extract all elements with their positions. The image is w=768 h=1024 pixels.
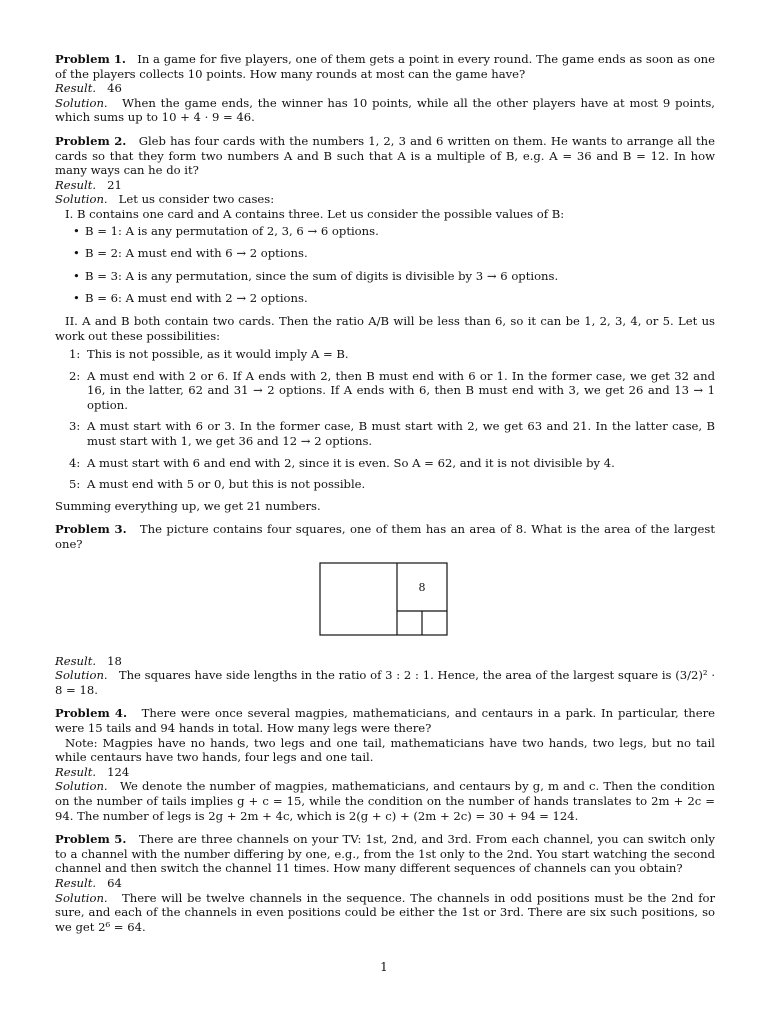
- problem-1-statement: [55, 52, 715, 81]
- problem-2-case-1: I. B contains one card and A contains three. Let us consider the possible values of B:: [65, 206, 565, 221]
- result-value: 18: [107, 653, 122, 668]
- problem-1-solution: [55, 96, 715, 125]
- problem-4-solution: [55, 779, 715, 823]
- document-page: [55, 52, 715, 934]
- ratio-case-list: [55, 347, 715, 492]
- result-label: Result.: [55, 875, 97, 890]
- problem-1-result: [55, 81, 715, 96]
- solution-text: There will be twelve channels in the sequence. The channels in odd positions must be the 2nd for sure, and each of the channels in even positions could be either the 1st or 3rd. There are six such positions, so we get 2⁶ = 64.: [55, 890, 716, 934]
- list-item: [55, 477, 715, 492]
- large-square-outline: [320, 563, 447, 635]
- problem-3-title: Problem 3.: [55, 522, 127, 537]
- problem-3-solution: [55, 668, 715, 697]
- case-1-bullet-list: [55, 224, 715, 306]
- problem-4-result: [55, 765, 715, 780]
- problem-4-note: Note: Magpies have no hands, two legs and one tail, mathematicians have two hands, two legs, but no tail while centaurs have two hands, four legs and one tail.: [55, 735, 715, 765]
- page-number: 1: [380, 960, 388, 974]
- problem-4-title: Problem 4.: [55, 706, 128, 721]
- list-item: • B = 1: A is any permutation of 2, 3, 6 → 6 options.: [55, 224, 715, 239]
- solution-label: Solution.: [55, 890, 108, 905]
- solution-text: When the game ends, the winner has 10 points, while all the other players have at most 9 points, which sums up to 10 + 4 · 9 = 46.: [55, 95, 715, 125]
- solution-label: Solution.: [55, 668, 108, 683]
- list-item-text: A must end with 5 or 0, but this is not possible.: [87, 477, 366, 492]
- problem-2-summary: Summing everything up, we get 21 numbers.: [55, 498, 321, 513]
- problem-3-text: The picture contains four squares, one of them has an area of 8. What is the area of the largest one?: [55, 522, 715, 552]
- problem-4-statement: [55, 706, 715, 735]
- problem-3-result: [55, 654, 715, 669]
- problem-5-statement: [55, 832, 715, 876]
- problem-1-text: In a game for five players, one of them gets a point in every round. The game ends as soon as one of the players collects 10 points. How many rounds at most can the game have?: [55, 52, 716, 81]
- result-value: 21: [107, 177, 122, 192]
- problem-2-title: Problem 2.: [55, 133, 127, 148]
- result-value: 46: [107, 81, 122, 96]
- problem-3-statement: [55, 522, 715, 551]
- problem-5-text: There are three channels on your TV: 1st, 2nd, and 3rd. From each channel, you can switch only to a channel with the number differing by one, e.g., from the 1st only to the 2nd. You start watching the second channel and then switch the channel 11 times. How many different sequences of channels can you obtain?: [55, 832, 715, 876]
- list-item-text: A must start with 6 or 3. In the former case, B must start with 2, we get 63 and 21. In the latter case, B must start with 1, we get 36 and 12 → 2 options.: [87, 419, 715, 449]
- list-item-number: 3:: [69, 419, 81, 434]
- list-item: • B = 3: A is any permutation, since the sum of digits is divisible by 3 → 6 options.: [55, 269, 715, 284]
- list-item-number: 2:: [69, 368, 81, 383]
- solution-label: Solution.: [55, 95, 108, 110]
- squares-diagram: [319, 562, 449, 636]
- result-label: Result.: [55, 764, 97, 779]
- result-value: 64: [107, 875, 122, 890]
- problem-2-statement: [55, 134, 715, 178]
- list-item: [55, 456, 715, 471]
- result-label: Result.: [55, 653, 97, 668]
- list-item: • B = 2: A must end with 6 → 2 options.: [55, 246, 715, 261]
- solution-text: Let us consider two cases:: [118, 192, 275, 207]
- solution-text: The squares have side lengths in the ratio of 3 : 2 : 1. Hence, the area of the largest square is (3/2)² · 8 = 18.: [55, 668, 716, 697]
- list-item: • B = 6: A must end with 2 → 2 options.: [55, 291, 715, 306]
- list-item-text: This is not possible, as it would imply A = B.: [87, 347, 349, 362]
- squares-figure: [55, 558, 715, 650]
- problem-1-title: Problem 1.: [55, 52, 126, 66]
- list-item: [55, 369, 715, 413]
- solution-label: Solution.: [55, 779, 108, 794]
- problem-5-result: [55, 876, 715, 891]
- problem-2-case-2: II. A and B both contain two cards. Then the ratio A/B will be less than 6, so it can be 1, 2, 3, 4, or 5. Let us work out these possibilities:: [55, 313, 715, 343]
- problem-2-text: Gleb has four cards with the numbers 1, 2, 3 and 6 written on them. He wants to arrange all the cards so that they form two numbers A and B such that A is a multiple of B, e.g. A = 36 and B = 12. In how many ways can he do it?: [55, 133, 715, 178]
- result-label: Result.: [55, 177, 97, 192]
- problem-5-solution: [55, 891, 715, 935]
- list-item-text: A must end with 2 or 6. If A ends with 2, then B must end with 6 or 1. In the former case, we get 32 and 16, in the latter, 62 and 31 → 2 options. If A ends with 6, then B must end with 3, we get 26 and 13 → 1 option.: [87, 368, 715, 412]
- problem-4-text: There were once several magpies, mathematicians, and centaurs in a park. In particular, there were 15 tails and 94 hands in total. How many legs were there?: [55, 706, 715, 735]
- solution-text: We denote the number of magpies, mathematicians, and centaurs by g, m and c. Then the condition on the number of tails implies g + c = 15, while the condition on the number of hands translates to 2m + 2c = 94. The number of legs is 2g + 2m + 4c, which is 2(g + c) + (2m + 2c) = 30 + 94 = 124.: [55, 779, 715, 823]
- list-item: [55, 347, 715, 362]
- solution-label: Solution.: [55, 192, 108, 207]
- list-item-number: 1:: [69, 347, 81, 362]
- list-item-number: 4:: [69, 455, 81, 470]
- list-item-number: 5:: [69, 477, 81, 492]
- problem-2-result: [55, 178, 715, 193]
- result-label: Result.: [55, 81, 97, 96]
- problem-5-title: Problem 5.: [55, 832, 127, 847]
- problem-2-solution-intro: [55, 192, 715, 207]
- list-item: [55, 419, 715, 448]
- result-value: 124: [107, 764, 130, 779]
- list-item-text: A must start with 6 and end with 2, since it is even. So A = 62, and it is not divisible by 4.: [87, 455, 615, 470]
- square-area-label: 8: [418, 580, 426, 594]
